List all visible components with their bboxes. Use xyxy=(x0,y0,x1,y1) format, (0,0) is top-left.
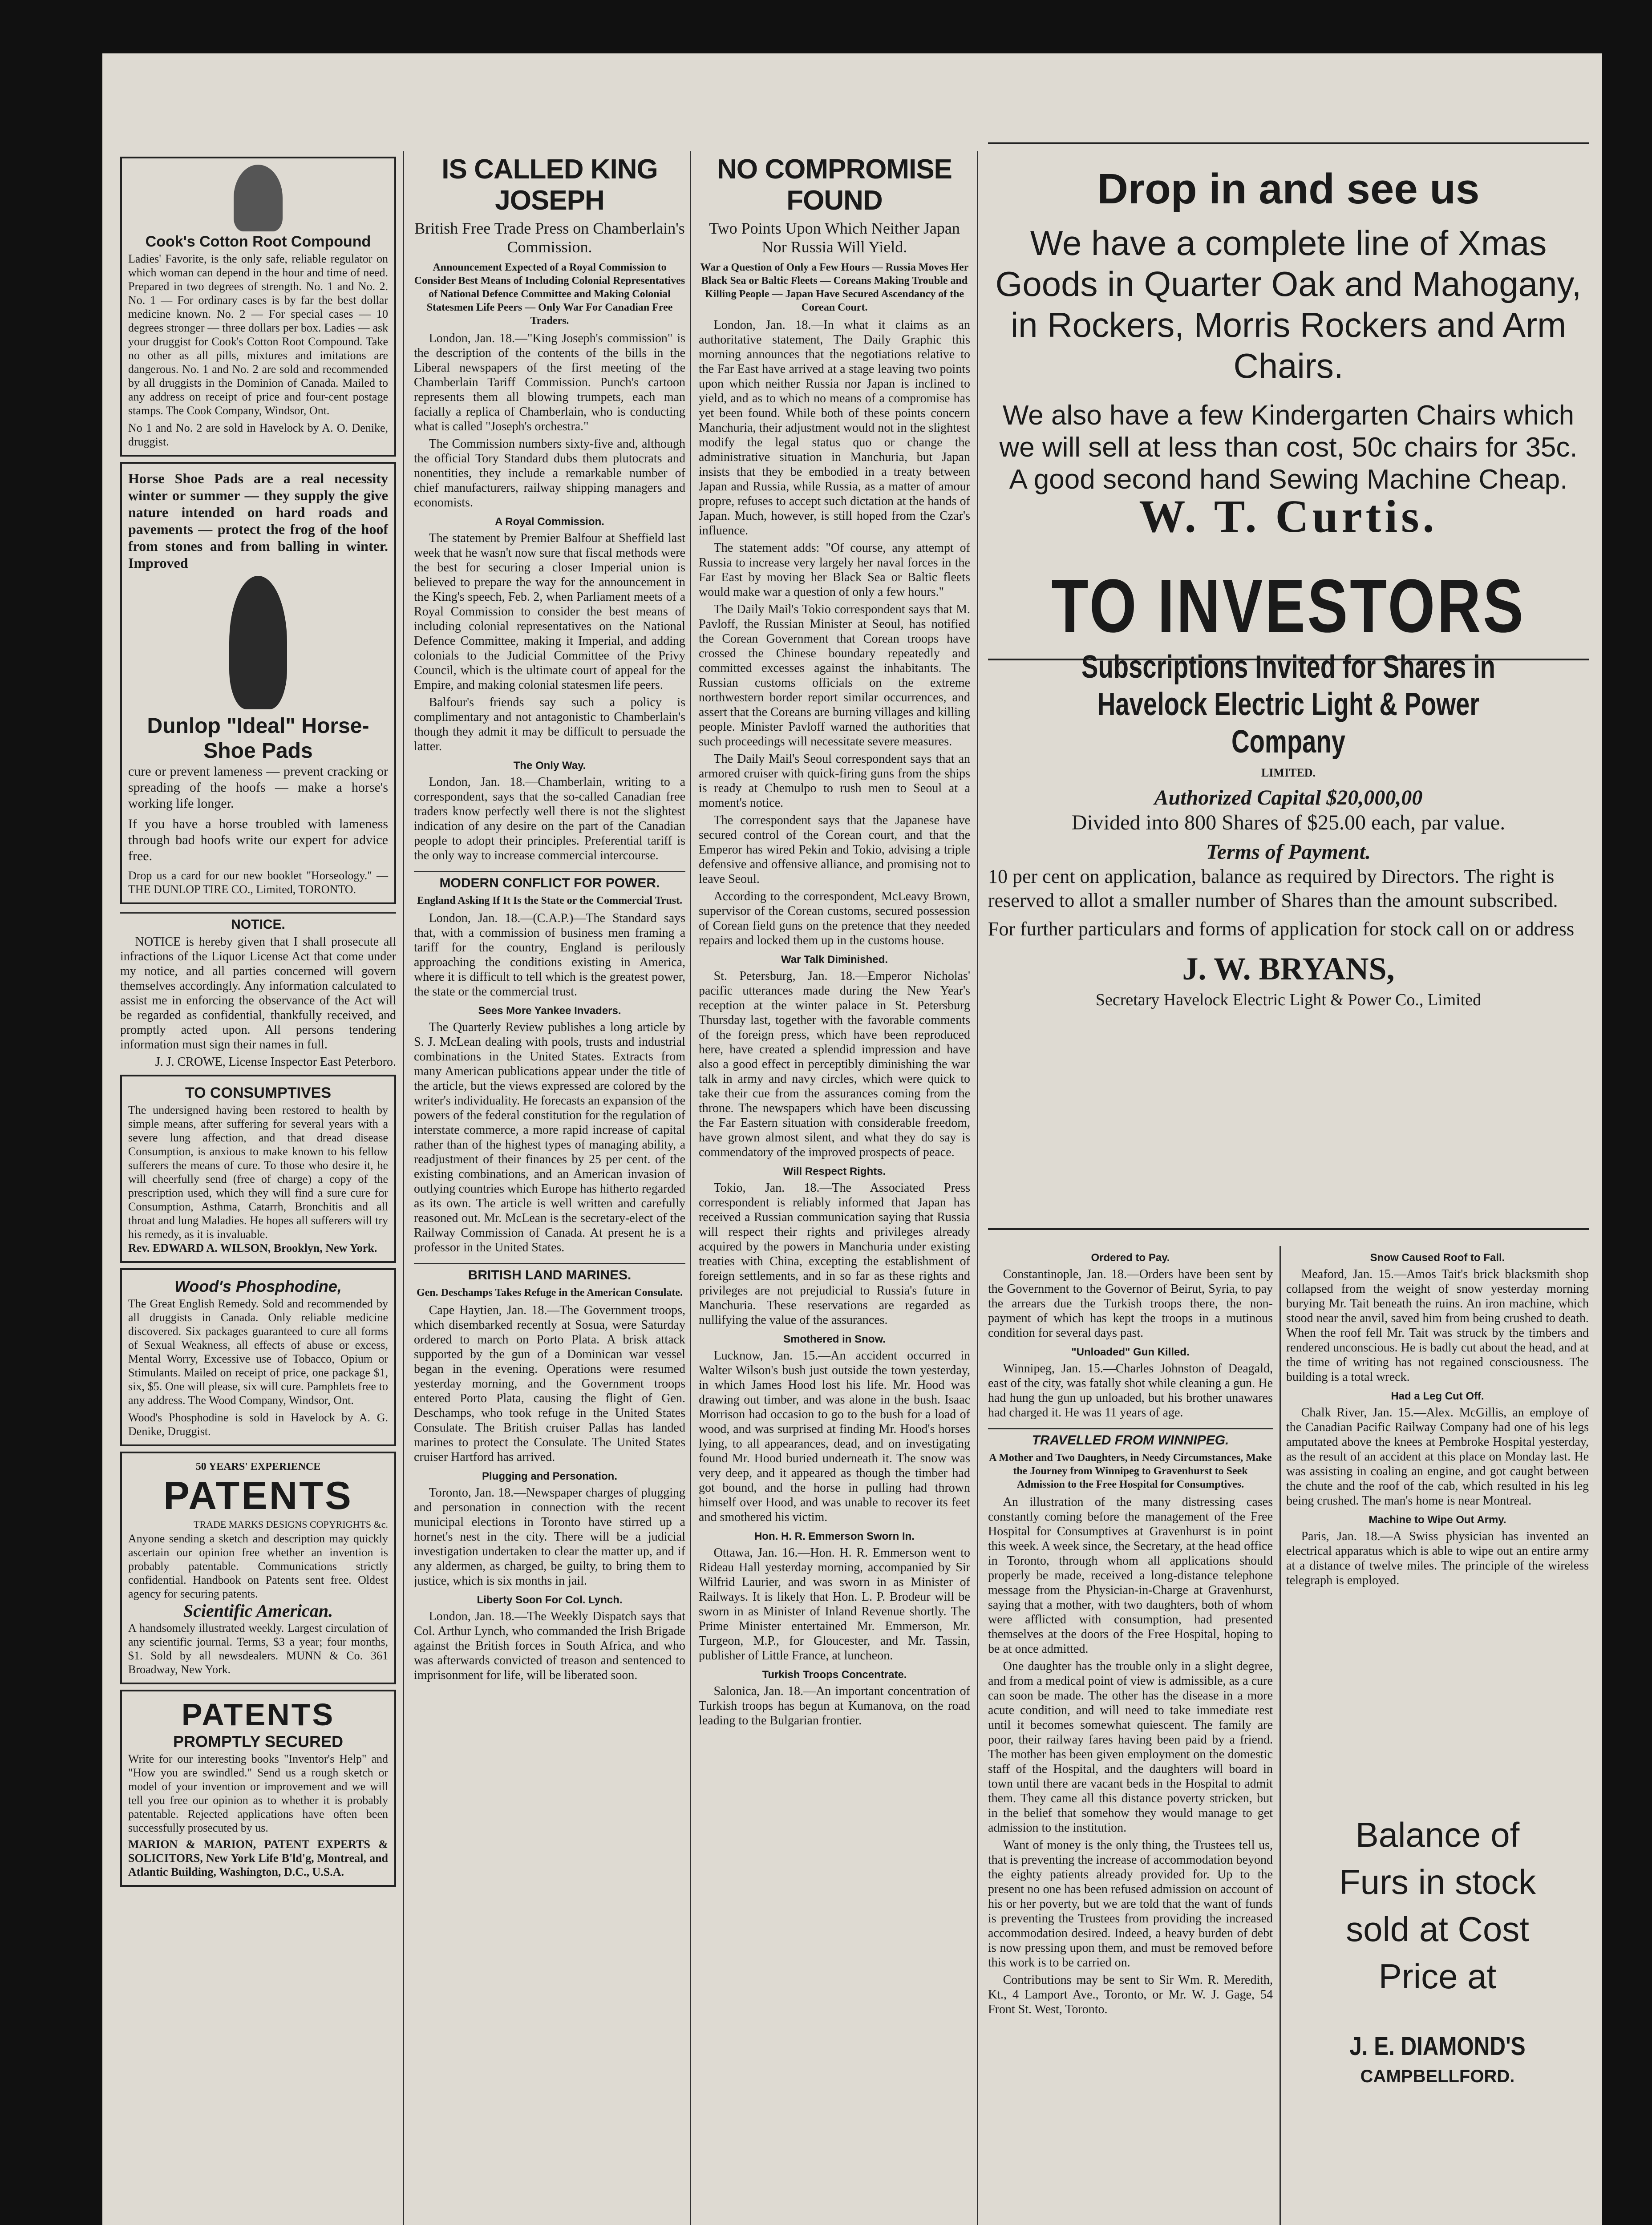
article-paragraph: The Daily Mail's Tokio correspondent says that M. Pavloff, the Russian Minister at Seoul, has notified the Corean Government that Corean troops have crossed the Chinese boundary repeatedly and committed excesses against the inhabitants. The Russian customs officials on the extreme northwestern border report similar occurrences, and assert that the Coreans are burning villages and killing people. Minister Pavloff warned the authorities that such proceedings will necessitate severe measures. xyxy=(699,603,970,748)
patents-title: PATENTS xyxy=(163,1473,353,1517)
top-rule xyxy=(988,142,1589,144)
investors-limited: LIMITED. xyxy=(1261,766,1316,779)
investors-heading: TO INVESTORS xyxy=(1051,564,1526,648)
article-column-king-joseph xyxy=(414,151,685,1685)
subhead: Turkish Troops Concentrate. xyxy=(762,1669,907,1681)
patents-ad xyxy=(120,1452,396,1684)
dunlop-ad-note: If you have a horse troubled with lameness through bad hoofs write our expert for advice free. xyxy=(128,817,388,863)
woman-portrait-icon xyxy=(234,165,283,231)
article-paragraph: The statement by Premier Balfour at Sheffield last week that he wasn't now sure that fiscal methods were the best for securing a closer Imperial union is believed to prepare the way for the announcement in the King's speech, Feb. 2, when Parliament meets of a Royal Commission to consider the best means of including colonial representatives on the National Defence Committee, making it Imperial, and adding colonials to the Judicial Committee of the Privy Council, which is the ultimate court of appeal for the Empire, and making colonial statesmen life peers. xyxy=(414,531,685,692)
ad-divider xyxy=(988,1228,1589,1230)
investors-terms-body: 10 per cent on application, balance as required by Directors. The right is reserved to allot a smaller number of Shares than the amount subscribed. xyxy=(988,866,1558,911)
patents-marks: TRADE MARKS DESIGNS COPYRIGHTS &c. xyxy=(194,1519,388,1530)
investors-capital: Authorized Capital $20,000,00 xyxy=(1154,786,1423,809)
furs-line: Price at xyxy=(1378,1957,1497,1996)
article-paragraph: Lucknow, Jan. 15.—An accident occurred in Walter Wilson's bush just outside the town yesterday, in which James Hood lost his life. Mr. Hood was drawing out timber, and was alone in the bush. Isaac Morrison had occasion to go to the bush for a load of wood, and was surprised at finding Mr. Hood's horses lying, to all appearances, dead, and on investigating found Mr. Hood buried underneath it. The snow was very deep, and it appeared as though the timber had got bound, and the horse in pulling had thrown himself over Hood, and was unable to recover its feet and smothered his victim. xyxy=(699,1349,970,1524)
subhead: "Unloaded" Gun Killed. xyxy=(1071,1346,1190,1358)
subhead: Had a Leg Cut Off. xyxy=(1391,1390,1484,1402)
column-rule xyxy=(1279,1246,1281,2225)
article-column-winnipeg xyxy=(988,1246,1273,2019)
column-rule xyxy=(403,151,404,2225)
article-paragraph: Balfour's friends say such a policy is complimentary and not antagonistic to Chamberlain's though they admit it may be difficult to persuade the latter. xyxy=(414,696,685,753)
wood-sold: Wood's Phosphodine is sold in Havelock by A. G. Denike, Druggist. xyxy=(128,1411,388,1438)
cook-ad-body: Ladies' Favorite, is the only safe, reliable regulator on which woman can depend in the hour and time of need. Prepared in two degrees of strength. No. 1 and No. 2. No. 1 — For ordinary cases is by far the best dollar medicine known. No. 2 — For special cases — 10 degrees stronger — three dollars per box. Ladies — ask your druggist for Cook's Cotton Root Compound. Take no other as all pills, mixtures and imitations are dangerous. No. 1 and No. 2 are sold and recommended by all druggists in the Dominion of Canada. Mailed to any address on receipt of price and four-cent postage stamps. The Cook Company, Windsor, Ont. xyxy=(128,252,388,417)
cook-ad-sold: No 1 and No. 2 are sold in Havelock by A. O. Denike, druggist. xyxy=(128,421,388,448)
article-paragraph: One daughter has the trouble only in a slight degree, and from a medical point of view is admissible, as a cure can soon be made. The other has the disease in a more acute condition, and will need to take immediate rest until it becomes somewhat quiescent. The family are poor, their railway fares having been paid by a friend. The mother has been given employment on the domestic staff of the Hospital, and the daughters will board in town until there are vacant beds in the Hospital to admit them. They came all this distance poverty stricken, but in the belief that somehow they would manage to get admission to the institution. xyxy=(988,1659,1273,1835)
article-paragraph: The Daily Mail's Seoul correspondent says that an armored cruiser with quick-firing guns from the ships is ready at Chemulpo to rush men to Seoul at a moment's notice. xyxy=(699,752,970,810)
wood-body: The Great English Remedy. Sold and recommended by all druggists in Canada. Only reliable medicine discovered. Six packages guaranteed to cure all forms of Sexual Weakness, all effects of abuse or excess, Mental Worry, Excessive use of Tobacco, Opium or Stimulants. Mailed on receipt of price, one package $1, six, $5. One will please, six will cure. Pamphlets free to any address. The Wood Company, Windsor, Ont. xyxy=(128,1297,388,1407)
article-paragraph: Constantinople, Jan. 18.—Orders have been sent by the Government to the Governor of Beirut, Syria, to pay the arrears due the Turkish troops there, the non-payment of which has kept the troops in a mutinous condition for several days past. xyxy=(988,1267,1273,1340)
article-paragraph: Tokio, Jan. 18.—The Associated Press correspondent is reliably informed that Japan has received a Russian communication saying that Russia will respect their rights and privileges already acquired by the powers in Manchuria under existing treaties with China, excepting the establishment of foreign settlements, and in so far as these rights and privileges are not prejudicial to Russia's future in Manchuria. These reservations are regarded as nullifying the value of the assurances. xyxy=(699,1181,970,1327)
notice-block xyxy=(120,912,396,1069)
article-paragraph: The Commission numbers sixty-five and, although the official Tory Standard dubs them plutocrats and nonentities, they include a remarkable number of chief manufacturers, railway shipping managers and economists. xyxy=(414,437,685,510)
article-paragraph: Paris, Jan. 18.—A Swiss physician has invented an electrical apparatus which is able to wipe out an entire army at a distance of twelve miles. The principle of the wireless telegraph is employed. xyxy=(1286,1529,1589,1587)
dunlop-ad-footer: Drop us a card for our new booklet "Horseology." — THE DUNLOP TIRE CO., Limited, TORONTO. xyxy=(128,869,388,896)
article-paragraph: London, Jan. 18.—The Weekly Dispatch says that Col. Arthur Lynch, who commanded the Irish Brigade against the British forces in South Africa, and who was afterwards convicted of treason and sentenced to imprisonment for life, will be liberated soon. xyxy=(414,1610,685,1682)
deck-travelled-winnipeg: A Mother and Two Daughters, in Needy Circumstances, Make the Journey from Winnipeg to Gravenhurst to Seek Admission to the Free Hospital for Consumptives. xyxy=(989,1452,1272,1490)
dunlop-ad-body: cure or prevent lameness — prevent cracking or spreading of the hoofs — make a horse's working life longer. xyxy=(128,764,388,811)
article-paragraph: London, Jan. 18.—(C.A.P.)—The Standard says that, with a commission of business men framing a tariff for the country, England is perilously approaching the conditions existing in America, where it is difficult to tell which is the greatest power, the state or the commercial trust. xyxy=(414,911,685,999)
notice-body: NOTICE is hereby given that I shall prosecute all infractions of the Liquor License Act that come under my notice, and all parties concerned will govern themselves accordingly. Any information calculated to assist me in enforcing the observance of the Act will be regarded as confidential, thankfully received, and promptly acted upon. All persons tendering information must sign their names in full. xyxy=(120,935,396,1052)
article-paragraph: Winnipeg, Jan. 15.—Charles Johnston of Deagald, east of the city, was fatally shot while cleaning a gun. He had hung the gun up unloaded, but his brother unawares had charged it. He was 11 years of age. xyxy=(988,1362,1273,1420)
subhead: The Only Way. xyxy=(513,760,586,772)
headline-no-compromise: NO COMPROMISE FOUND xyxy=(717,154,952,216)
article-paragraph: Ottawa, Jan. 16.—Hon. H. R. Emmerson went to Rideau Hall yesterday morning, accompanied by Sir Wilfrid Laurier, and was sworn in as Minister of Railways. It is likely that Hon. L. P. Brodeur will be sworn in as Minister of Inland Revenue shortly. The Prime Minister entertained Mr. Emmerson, Mr. Turgeon, M.P., for Gloucester, and Mr. Tassin, publisher of Little France, at luncheon. xyxy=(699,1546,970,1663)
dunlop-ad xyxy=(120,462,396,904)
furs-ad xyxy=(1286,1811,1589,2087)
subhead: Plugging and Personation. xyxy=(482,1470,617,1482)
article-paragraph: According to the correspondent, McLeavy Brown, supervisor of the Corean customs, secured possession of Corean field guns on the pretence that they needed repairs and locked them up in the customs house. xyxy=(699,890,970,947)
horseshoe-pad-icon xyxy=(229,576,287,709)
notice-title: NOTICE. xyxy=(120,912,396,932)
investors-contact-title: Secretary Havelock Electric Light & Power Co., Limited xyxy=(1095,991,1482,1009)
subhead: Machine to Wipe Out Army. xyxy=(1369,1514,1506,1526)
deck-no-compromise: Two Points Upon Which Neither Japan Nor Russia Will Yield. xyxy=(709,219,960,256)
patents-body: Anyone sending a sketch and description may quickly ascertain our opinion free whether an invention is probably patentable. Communications strictly confidential. Handbook on Patents sent free. Oldest agency for securing patents. xyxy=(128,1532,388,1600)
column-rule xyxy=(977,151,978,2225)
patents-secured-title: PATENTS xyxy=(181,1697,335,1732)
article-paragraph: Meaford, Jan. 15.—Amos Tait's brick blacksmith shop collapsed from the weight of snow yesterday morning burying Mr. Tait beneath the ruins. An iron machine, which stood near the anvil, saved him from being crushed to death. When the roof fell Mr. Tait was struck by the timbers and rendered unconscious. He is badly cut about the head, and at the time of writing has not regained consciousness. The building is a total wreck. xyxy=(1286,1267,1589,1384)
article-paragraph: The Quarterly Review publishes a long article by S. J. McLean dealing with pools, trusts and industrial combinations in the United States. Extracts from many American publications appear under the title of the article, but the views expressed are colored by the writer's individuality. He forecasts an expansion of the powers of the federal constitution for the regulation of interstate commerce, a more rapid increase of capital rather than of the highest types of managing ability, a readjustment of their finances by 25 per cent. of the existing combinations, and an American invasion of outlying countries which Europe has hitherto regarded as its own. The article is well written and carefully reasoned out. Mr. McLean is the secretary-elect of the Railway Commission of Canada. At present he is a professor in the United States. xyxy=(414,1020,685,1254)
scientific-american-body: A handsomely illustrated weekly. Largest circulation of any scientific journal. Terms, $3 a year; four months, $1. Sold by all newsdealers. MUNN & Co. 361 Broadway, New York. xyxy=(128,1622,388,1676)
article-paragraph: The correspondent says that the Japanese have secured control of the Corean court, and that the Emperor has wired Pekin and Tokio, advising a triple defensive and offensive alliance, and promising not to leave Seoul. xyxy=(699,813,970,886)
subhead: Sees More Yankee Invaders. xyxy=(478,1005,621,1017)
investors-terms-title: Terms of Payment. xyxy=(1206,840,1371,864)
article-column-briefs xyxy=(1286,1246,1589,1590)
article-paragraph: London, Jan. 18.—"King Joseph's commission" is the description of the contents of the bills in the Liberal newspapers of the first meeting of the Chamberlain Tariff Commission. Punch's cartoon represents them all blowing trumpets, each man facially a replica of Chamberlain, who is conducting what is called "Joseph's orchestra." xyxy=(414,332,685,433)
furs-line: Balance of xyxy=(1355,1815,1520,1854)
dunlop-ad-top: Horse Shoe Pads are a real necessity winter or summer — they supply the give nature intended on hard roads and pavements — protect the frog of the hoof from stones and from balling in winter. Improved xyxy=(128,470,388,571)
subhead: Ordered to Pay. xyxy=(1091,1252,1170,1264)
deck-land-marines: Gen. Deschamps Takes Refuge in the American Consulate. xyxy=(416,1287,683,1299)
column-rule xyxy=(690,151,691,2225)
article-paragraph: Contributions may be sent to Sir Wm. R. Meredith, Kt., 4 Lamport Ave., Toronto, or Mr. W. J. Gage, 54 Front St. West, Toronto. xyxy=(988,1973,1273,2016)
article-paragraph: London, Jan. 18.—In what it claims as an authoritative statement, The Daily Graphic this morning announces that the negotiations relative to the Far East have arrived at a stage leaving two points upon which neither Russia nor Japan is inclined to yield, and as to which no means of a compromise has yet been found. While both of these points concern Manchuria, their adjustment would not in the slightest modify the legal status quo or change the administrative situation in Manchuria, but Japan insists that they be embodied in a treaty between Japan and Russia, while Russia, as a matter of amour propre, refuses to accept such dictation at the hands of Japan. Much, however, is still hoped from the Czar's influence. xyxy=(699,318,970,538)
wood-ad xyxy=(120,1268,396,1446)
curtis-ad-line1: We have a complete line of Xmas Goods in Quarter Oak and Mahogany, in Rockers, Morris Rockers and Arm Chairs. xyxy=(995,223,1582,385)
cook-ad xyxy=(120,157,396,457)
headline-travelled-winnipeg: TRAVELLED FROM WINNIPEG. xyxy=(988,1428,1273,1448)
article-paragraph: Chalk River, Jan. 15.—Alex. McGillis, an employe of the Canadian Pacific Railway Company had one of his legs amputated above the knees at Pembroke Hospital yesterday, as the result of an accident at this place on Monday last. He was assisting in coaling an engine, and got caught between the chute and the roof of the cab, which resulted in his leg being crushed. The man's home is near Montreal. xyxy=(1286,1406,1589,1508)
deck-modern-conflict: England Asking If It Is the State or the Commercial Trust. xyxy=(417,895,683,906)
subhead: Snow Caused Roof to Fall. xyxy=(1370,1252,1505,1264)
patents-secured-sub: PROMPTLY SECURED xyxy=(173,1732,344,1751)
article-paragraph: St. Petersburg, Jan. 18.—Emperor Nicholas' pacific utterances made during the New Year's reception at the winter palace in St. Petersburg Thursday last, together with the favorable comments of the foreign press, which have been reproduced here, have created a splendid impression and have also a good effect in perceptibly diminishing the war talk in army and navy circles, which were quick to take their cue from the assurances coming from the throne. The newspapers which have been discussing the Far Eastern situation with considerable freedom, have grown almost silent, and what they do say is commendatory of the improved prospects of peace. xyxy=(699,969,970,1159)
dunlop-ad-name: Dunlop "Ideal" Horse-Shoe Pads xyxy=(147,714,369,763)
furs-store-name: J. E. DIAMOND'S xyxy=(1349,2032,1526,2061)
furs-line: Furs in stock xyxy=(1339,1862,1536,1901)
curtis-signature: W. T. Curtis. xyxy=(1139,491,1438,542)
subdeck-king-joseph: Announcement Expected of a Royal Commission to Consider Best Means of Including Colonial Representatives of National Defence Committee and Making Colonial Statesmen Life Peers — Only War For Canadian Free Traders. xyxy=(414,262,685,327)
consumptives-title: TO CONSUMPTIVES xyxy=(185,1084,332,1101)
furs-town: CAMPBELLFORD. xyxy=(1360,2067,1515,2086)
curtis-ad-heading: Drop in and see us xyxy=(1097,165,1480,213)
scientific-american-title: Scientific American. xyxy=(183,1601,333,1621)
subhead: A Royal Commission. xyxy=(495,516,604,528)
subhead: Smothered in Snow. xyxy=(783,1333,886,1345)
article-column-no-compromise xyxy=(699,151,970,1731)
right-ad-column xyxy=(988,147,1589,1228)
headline-modern-conflict: MODERN CONFLICT FOR POWER. xyxy=(414,871,685,890)
consumptives-signature: Rev. EDWARD A. WILSON, Brooklyn, New York. xyxy=(128,1242,377,1254)
left-ad-column xyxy=(120,151,396,1892)
investors-subheading: Subscriptions Invited for Shares in Havelock Electric Light & Power Company xyxy=(1081,649,1495,760)
notice-signature: J. J. CROWE, License Inspector East Peterboro. xyxy=(155,1055,396,1069)
article-paragraph: London, Jan. 18.—Chamberlain, writing to a correspondent, says that the so-called Canadian free traders know perfectly well there is not the slightest indication of any desire on the part of the Canadian people to adopt their principles. Preferential tariff is the only way to increase commercial intercourse. xyxy=(414,775,685,862)
patents-experience: 50 YEARS' EXPERIENCE xyxy=(195,1461,321,1473)
cook-ad-title: Cook's Cotton Root Compound xyxy=(145,233,371,250)
headline-land-marines: BRITISH LAND MARINES. xyxy=(414,1263,685,1282)
subdeck-no-compromise: War a Question of Only a Few Hours — Russia Moves Her Black Sea or Baltic Fleets — Coreans Making Trouble and Killing People — Japan Have Secured Ascendancy of the Corean Court. xyxy=(700,262,969,313)
article-paragraph: Want of money is the only thing, the Trustees tell us, that is preventing the increase of accommodation beyond the eighty patients already provided for. Up to the present no one has been refused admission on account of his or her poverty, but we are told that the want of funds is preventing the Trustees from providing the increased accommodation desired. Indeed, a heavy burden of debt is now pressing upon them, and must be removed before this work is to be carried on. xyxy=(988,1838,1273,1970)
patents-secured-ad xyxy=(120,1690,396,1887)
article-paragraph: An illustration of the many distressing cases constantly coming before the management of the Free Hospital for Consumptives at Gravenhurst is in point this week. A week since, the Secretary, at the head office in Toronto, through whom all applications should properly be made, received a long-distance telephone message from the Physician-in-Charge at Gravenhurst, saying that a mother, with two daughters, both of whom were afflicted with consumption, had presented themselves at the doors of the Free Hospital, hoping to be at once admitted. xyxy=(988,1495,1273,1656)
consumptives-body: The undersigned having been restored to health by simple means, after suffering for several years with a severe lung affection, and that dread disease Consumption, is anxious to make known to his fellow sufferers the means of cure. To those who desire it, he will cheerfully send (free of charge) a copy of the prescription used, which they will find a sure cure for Consumption, Asthma, Catarrh, Bronchitis and all throat and lung Maladies. He hopes all sufferers will try his remedy, as it is invaluable. xyxy=(128,1104,388,1241)
article-paragraph: Cape Haytien, Jan. 18.—The Government troops, which disembarked recently at Sosua, were Saturday ordered to march on Porto Plata. A brisk attack supported by the gun of a Dominican war vessel began in the evening. Operations were resumed yesterday morning, and the Government troops entered Porto Plata, causing the flight of Gen. Deschamps, who took refuge in the United States Consulate. The British cruiser Pallas has landed marines to protect the Consulate. The United States cruiser Hartford has arrived. xyxy=(414,1303,685,1464)
investors-contact-name: J. W. BRYANS, xyxy=(1182,951,1395,987)
investors-divided: Divided into 800 Shares of $25.00 each, par value. xyxy=(1071,811,1506,834)
consumptives-ad xyxy=(120,1075,396,1263)
subhead: War Talk Diminished. xyxy=(781,954,888,966)
headline-king-joseph: IS CALLED KING JOSEPH xyxy=(441,154,658,216)
article-paragraph: The statement adds: "Of course, any attempt of Russia to increase very largely her naval forces in the Far East by moving her Black Sea or Baltic fleets would make war a question of only a few hours." xyxy=(699,541,970,599)
newspaper-page xyxy=(102,53,1602,2225)
investors-further: For further particulars and forms of application for stock call on or address xyxy=(988,918,1575,940)
deck-king-joseph: British Free Trade Press on Chamberlain's Commission. xyxy=(414,219,685,256)
article-paragraph: Toronto, Jan. 18.—Newspaper charges of plugging and personation in connection with the recent municipal elections in Toronto have stirred up a hornet's nest in the city. There will be a judicial investigation undertaken to clear the matter up, and if any aldermen, as charged, be guilty, to bring them to justice, which is six months in jail. xyxy=(414,1486,685,1588)
curtis-ad-line2: We also have a few Kindergarten Chairs which we will sell at less than cost, 50c chairs for 35c. A good second hand Sewing Machine Cheap. xyxy=(999,400,1578,495)
patents-secured-body: Write for our interesting books "Inventor's Help" and "How you are swindled." Send us a rough sketch or model of your invention or improvement and we will tell you free our opinion as to whether it is probably patentable. Rejected applications have often been successfully prosecuted by us. xyxy=(128,1752,388,1834)
article-paragraph: Salonica, Jan. 18.—An important concentration of Turkish troops has begun at Kumanova, on the road leading to the Bulgarian frontier. xyxy=(699,1684,970,1727)
subhead: Will Respect Rights. xyxy=(783,1165,886,1177)
subhead: Liberty Soon For Col. Lynch. xyxy=(477,1594,623,1606)
wood-title: Wood's Phosphodine, xyxy=(174,1277,342,1295)
furs-line: sold at Cost xyxy=(1346,1909,1529,1949)
patents-secured-firm: MARION & MARION, PATENT EXPERTS & SOLICITORS, New York Life B'ld'g, Montreal, and Atlantic Building, Washington, D.C., U.S.A. xyxy=(128,1838,388,1878)
subhead: Hon. H. R. Emmerson Sworn In. xyxy=(754,1530,915,1542)
